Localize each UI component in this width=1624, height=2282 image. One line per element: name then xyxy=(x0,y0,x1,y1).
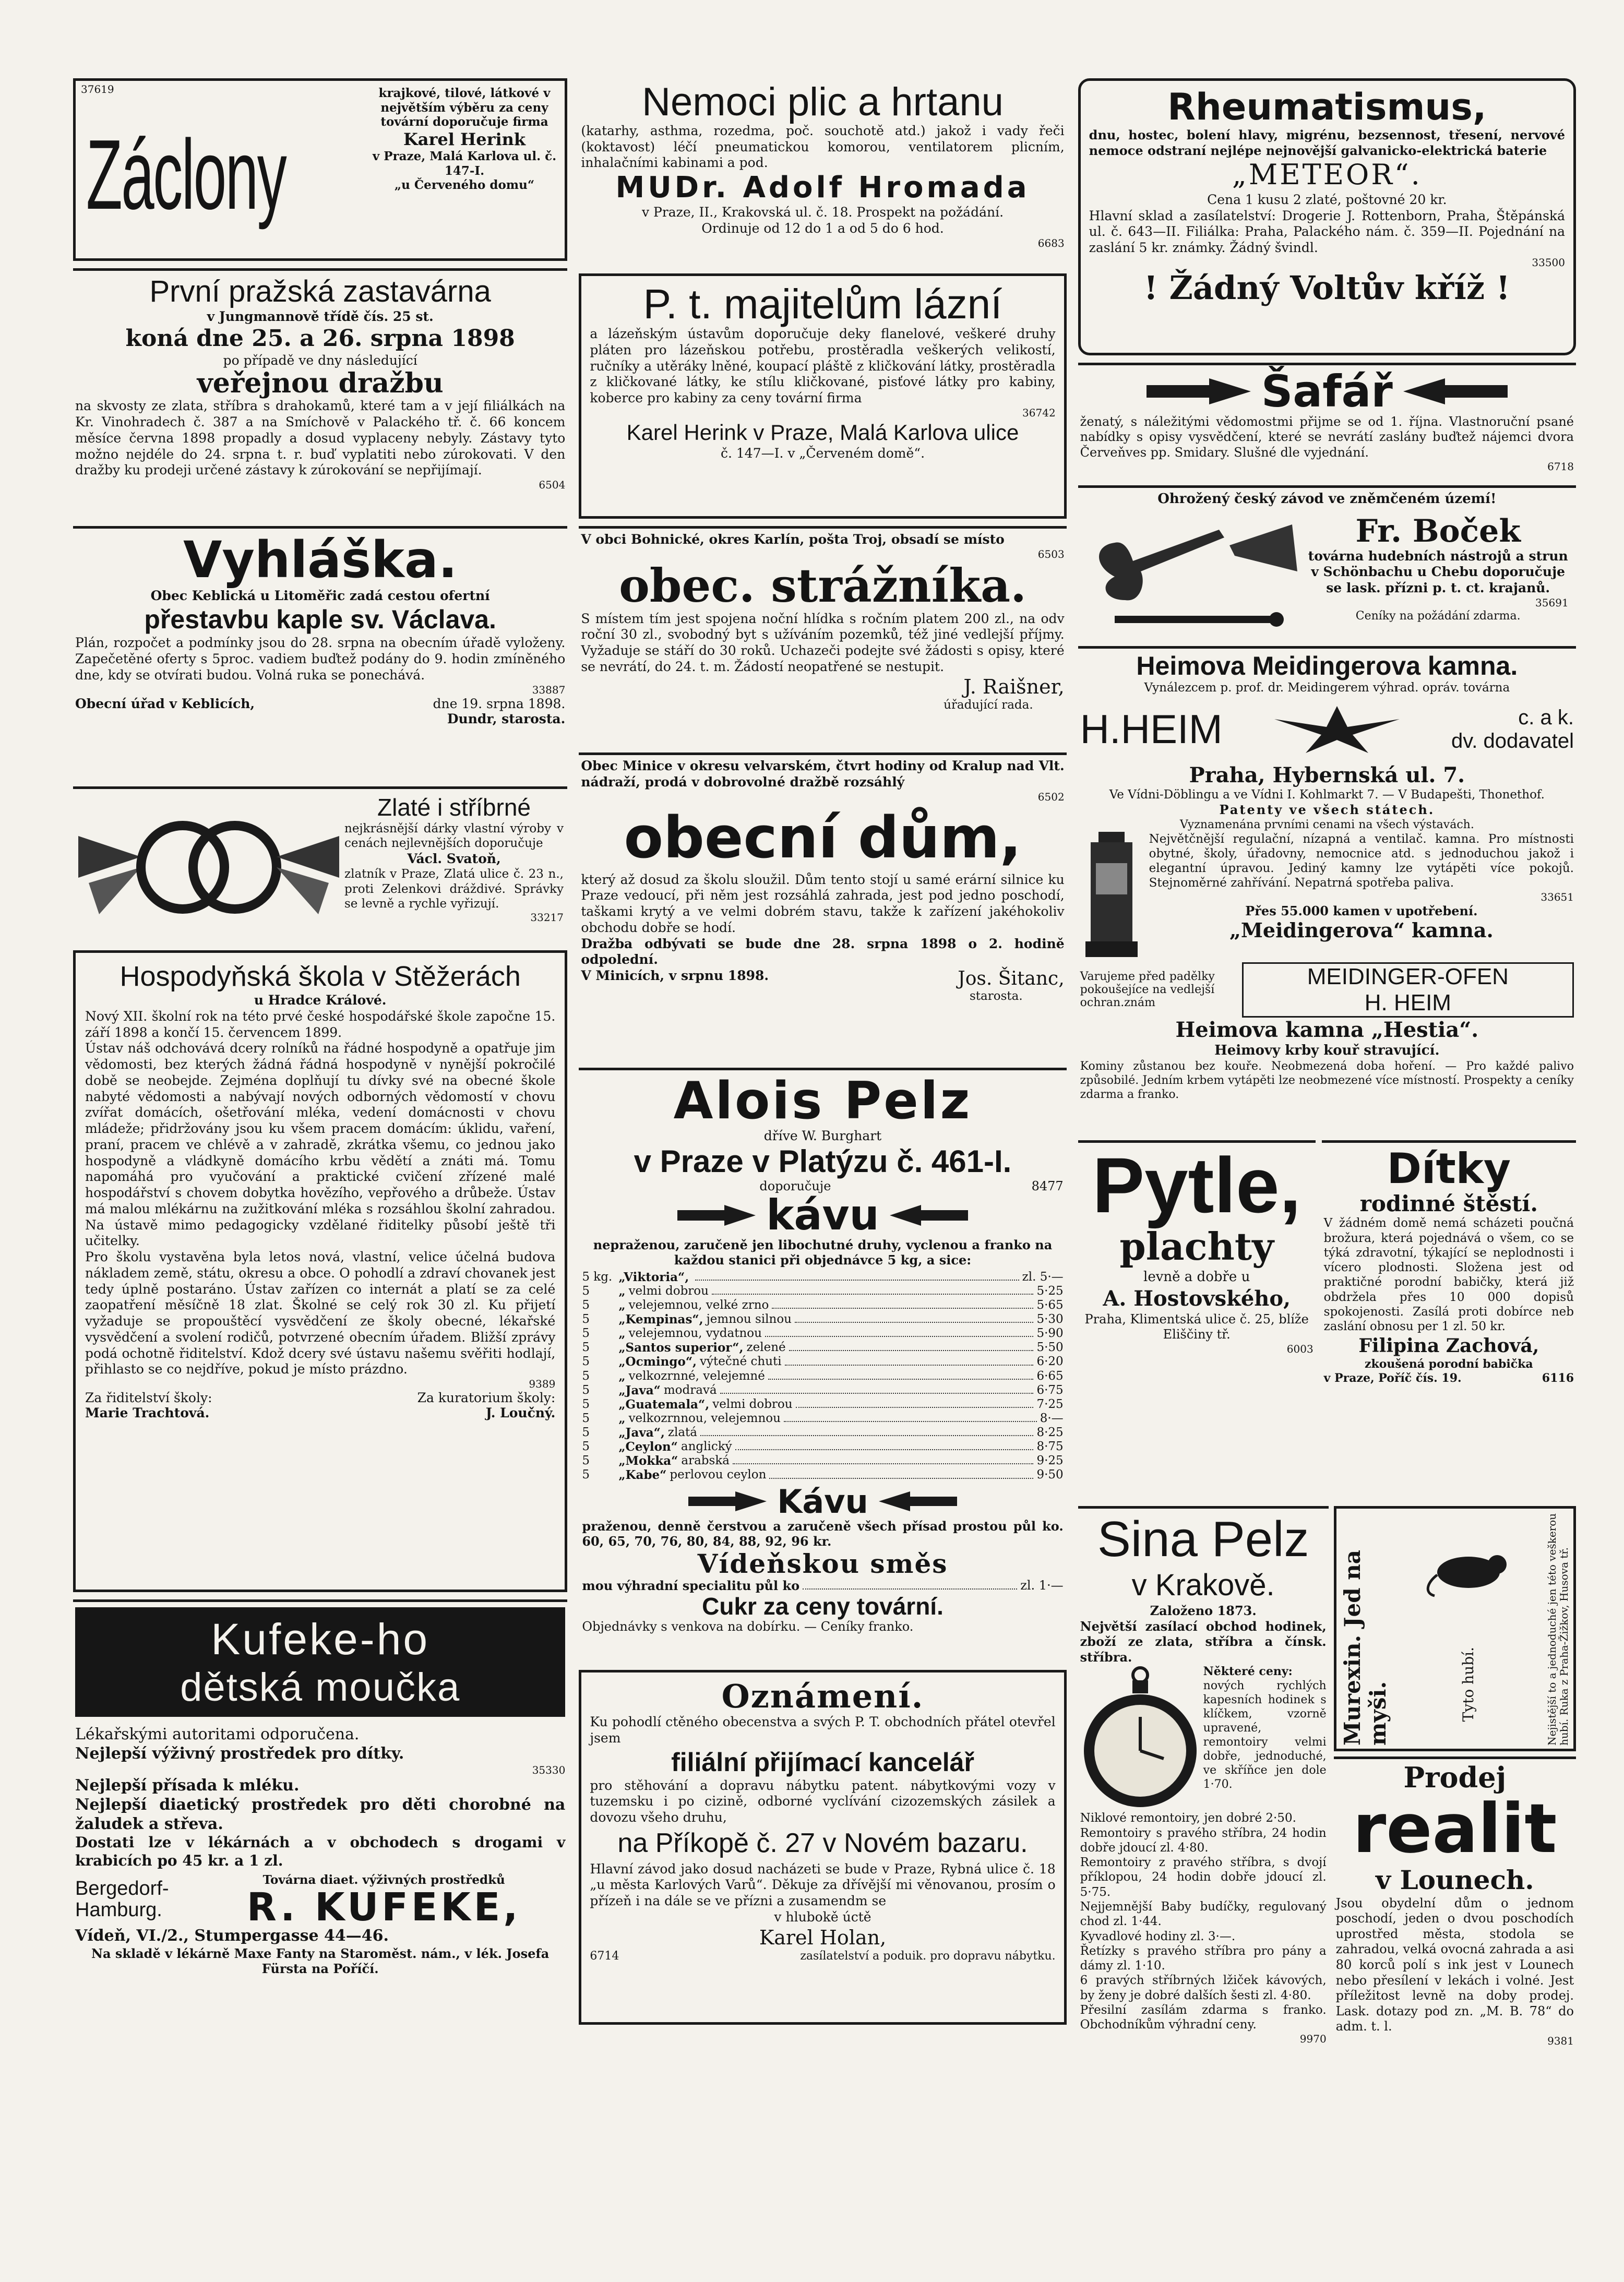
ad-title: Zlaté i stříbrné xyxy=(377,794,531,821)
ad-price: Cena 1 kusu 2 zlaté, poštovné 20 kr. xyxy=(1207,192,1447,207)
price-name: „ xyxy=(618,1327,626,1341)
ad-signer: Dundr, starosta. xyxy=(447,711,566,726)
price-desc: modravá xyxy=(663,1383,717,1397)
ad-box-line-1: MEIDINGER-OFEN xyxy=(1307,963,1509,989)
ad-item-4: Remontoiry z pravého stříbra, s dvojí příklopou, 24 hodin dobře jdoucí zl. 5·75. xyxy=(1080,1856,1327,1899)
ad-body: Jsou obydelní dům o jednom poschodí, jeden o dvou poschodích uprostřed města, stodola se zahradou, velká ovocná zahrada a asi 80 korců polí s ink jest v Lounech nebo přesílení v lekách i volné. Jest příležitost levně na doby prodej. Lask. dotazy pod zn. „M. B. 78“ do adm. t. l. xyxy=(1335,1895,1574,2034)
price-value: 5·65 xyxy=(1036,1298,1064,1312)
ad-body: a lázeňským ústavům doporučuje deky flanelové, veškeré druhy pláten pro lázeňskou potřebu, prostěradla veškerých velikostí, ručníky a utěráky lněné, koupací pláště z kličkování látky, prostěradla z kličkované látky, ke stílu kličkované, pisťové látky pro kabiny, koberce pro kabiny za ceny tovární firma xyxy=(590,326,1056,405)
price-value: 6·20 xyxy=(1036,1355,1064,1369)
pointing-hand-icon xyxy=(879,1490,957,1513)
ad-para-1: Největčnější regulační, nízapná a ventilač. kamna. Pro místnosti obytné, školy, úřadovny, nemocnice atd. s jednoduchou jakož i elegantní úpravou. Jediný kamny lze vytápěti více pokojů. Stejnoměrné zahřívání. Nepatrná spotřeba paliva. xyxy=(1149,832,1574,890)
ad-lead: Ohrožený český závod ve zněmčeném území! xyxy=(1157,491,1497,507)
price-desc: velejemnou, vydatnou xyxy=(628,1327,762,1341)
price-row xyxy=(582,1383,1063,1397)
ad-item-7: Řetízky s pravého stříbra pro pány a dámy zl. 1·10. xyxy=(1080,1944,1327,1973)
ad-zlate xyxy=(73,786,567,943)
ad-ref: 33651 xyxy=(1541,890,1574,903)
ad-box-line-2: H. HEIM xyxy=(1364,989,1451,1015)
price-row xyxy=(582,1284,1063,1298)
ad-ref: 35691 xyxy=(1535,596,1569,609)
price-row xyxy=(582,1412,1063,1426)
ad-lazne xyxy=(579,273,1066,519)
ad-subtitle: plachty xyxy=(1119,1224,1274,1269)
ad-date: dne 19. srpna 1898. xyxy=(433,696,566,711)
price-row xyxy=(582,1369,1063,1383)
ad-side-caption: Tyto hubí. xyxy=(1460,1646,1477,1722)
pointing-hand-icon xyxy=(688,1490,767,1513)
ad-ref: 6502 xyxy=(1037,790,1065,803)
price-value: 9·25 xyxy=(1036,1454,1064,1468)
ad-title: První pražská zastavárna xyxy=(149,274,491,308)
price-value: 5·90 xyxy=(1036,1327,1064,1341)
ad-title: Vyhláška. xyxy=(183,531,458,589)
ad-date: Dražba odbývati se bude dne 28. srpna 1898 o 2. hodině odpolední. xyxy=(581,936,1065,967)
price-value: zl. 5·— xyxy=(1022,1270,1064,1284)
ad-para-2: Ústav náš odchovává dcery rolníků na řádné hospodyně a opatřuje jim vědomosti, bez kterých žádná řádná hospodyně v nynější pokročilé době se neobejde. Zejména doplňují tu dívky své na obecné škole nabyté vědomosti a nabývají nových odborných vědomostí v chovu zvířat domácích, ošetřování mléka, vedení domácnosti v chovu mládeže; přidržovány jsou ku všem pracem domácím: úklidu, vaření, praní, pracem ve chlévě a v zahradě, zkrátka všemu, co jednou jako hospodyně a vládkyně domácího krbu vědětí a znáti má. Tomu napomáhá pro vyučování a praktické cvičení zřízené malé hospodářství s chovem dobytka hovězího, vepřového a drůbeže. Ústav má malou mlékárnu na zužitkování mléka s rozsáhlou školní zahradou. Na ústavě mimo pedagogicky vzdělané řiditelky působí ještě tři učitelky. xyxy=(85,1041,556,1249)
ad-stock: Na skladě v lékárně Maxe Fanty na Staroměst. nám., v lék. Josefa Fürsta na Poříčí. xyxy=(91,1945,550,1977)
price-name: „Viktoria“, xyxy=(618,1270,689,1284)
price-row xyxy=(582,1312,1063,1327)
ad-body: ženatý, s náležitými vědomostmi přijme se od 1. října. Vlastnoruční psané nabídky s opisy vysvědčení, které se nevrátí zaslány buďtež nájemci dvora Červeňves pp. Smidary. Slušné dle vyjednání. xyxy=(1080,414,1574,460)
ad-former: dříve W. Burghart xyxy=(763,1128,882,1143)
coffee-price-list xyxy=(582,1270,1063,1483)
ad-name: Karel Herink xyxy=(403,129,526,149)
ad-inventor: Vynálezcem p. prof. dr. Meidingerem výhrad. opráv. továrna xyxy=(1144,681,1510,695)
ad-title-2: realit xyxy=(1353,1789,1557,1869)
price-desc: zlatá xyxy=(667,1426,698,1440)
ad-item-6: Kyvadlové hodiny zl. 3·—. xyxy=(1080,1929,1236,1943)
price-name: „Kabe“ xyxy=(618,1468,667,1483)
ad-intro: Některé ceny: xyxy=(1203,1665,1293,1679)
ad-body: továrna hudebních nástrojů a strun v Schönbachu u Chebu doporučuje se lask. přízni p. t. ct. krajanů. xyxy=(1308,548,1568,596)
price-value: 6·65 xyxy=(1036,1369,1064,1383)
ad-body-2: zlatník v Praze, Zlatá ulice č. 23 n., proti Zelenkovi dráždivé. Správky se levně a rychle vyřizují. xyxy=(344,867,564,911)
price-desc: velkozrnné, velejemné xyxy=(628,1369,765,1383)
ad-ref: 33500 xyxy=(1532,256,1565,269)
ad-name: Václ. Svatoň, xyxy=(407,851,501,866)
ad-city: Bergedorf-Hamburg. xyxy=(75,1877,169,1921)
price-name: „Java“, xyxy=(618,1426,665,1440)
pocket-watch-icon xyxy=(1080,1665,1200,1811)
ad-ref: 6683 xyxy=(1037,236,1065,249)
price-desc: výtečné chuti xyxy=(700,1355,782,1369)
ad-title: Oznámení. xyxy=(721,1677,924,1715)
ad-murexin xyxy=(1334,1506,1576,1751)
ad-line-4: Nejlepší diaetický prostředek pro děti chorobné na žaludek a střeva. xyxy=(75,1795,566,1833)
price-quantity: 5 xyxy=(582,1468,590,1482)
ad-lead: V obci Bohnické, okres Karlín, pošta Troj, obsadí se místo xyxy=(581,532,1005,547)
price-desc: velkozrnnou, velejemnou xyxy=(628,1411,781,1425)
rat-illustration xyxy=(1424,1536,1513,1598)
ad-safar xyxy=(1078,363,1576,478)
price-row xyxy=(582,1440,1063,1454)
price-name: „Santos superior“, xyxy=(618,1341,744,1355)
ad-ref: 6714 xyxy=(590,1950,619,1963)
ad-body: (katarhy, asthma, rozedma, poč. souchotě atd.) jakož i vady řeči (koktavost) léčí pneumatickou komorou, ventilatorem plicním, inhalačními kabinami a pod. xyxy=(581,123,1065,171)
pointing-hand-icon xyxy=(890,1202,968,1228)
ad-title: Sina Pelz xyxy=(1097,1511,1309,1568)
ad-branches: Ve Vídni-Döblingu a ve Vídni I. Kohlmarkt 7. — V Budapešti, Thonethof. xyxy=(1109,787,1545,802)
ad-title: Šafář xyxy=(1261,365,1393,417)
price-quantity: 5 kg. xyxy=(582,1270,613,1284)
price-desc: jemnou silnou xyxy=(706,1312,792,1327)
ad-signer-right: J. Loučný. xyxy=(485,1405,556,1420)
price-value: 5·30 xyxy=(1036,1312,1064,1327)
ad-name: A. Hostovského, xyxy=(1103,1286,1291,1311)
ad-item-3: Remontoiry s pravého stříbra, 24 hodin dobře jdoucí zl. 4·80. xyxy=(1080,1826,1327,1855)
price-value: 8·— xyxy=(1040,1411,1064,1425)
ad-name: Filipina Zachová, xyxy=(1358,1334,1539,1357)
price-name: „Kempinas“, xyxy=(618,1312,703,1327)
ad-subtitle: rodinné štěstí. xyxy=(1359,1191,1538,1217)
ad-para-1: Nový XII. školní rok na této prvé české hospodářské škole započne 15. září 1898 a končí 15. červencem 1899. xyxy=(85,1008,556,1040)
price-row xyxy=(582,1355,1063,1369)
ad-date: koná dne 25. a 26. srpna 1898 xyxy=(125,325,515,352)
ad-warning: Varujeme před padělky pokoušejíce na vedlejší ochran.znám xyxy=(1080,970,1215,1010)
ad-subtitle: v Jungmannově třídě čís. 25 st. xyxy=(207,309,434,324)
ad-lead: Obec Minice v okresu velvarském, čtvrt hodiny od Kralup nad Vlt. nádraží, prodá v dobrovolné dražbě rozsáhlý xyxy=(581,758,1065,790)
ad-address: v Praze v Platýzu č. 461-I. xyxy=(634,1143,1012,1179)
price-row xyxy=(582,1298,1063,1312)
ad-text: levně a dobře u xyxy=(1143,1269,1250,1285)
ad-item-5: Nejjemnější Baby budíčky, regulovaný chod zl. 1·44. xyxy=(1080,1899,1327,1929)
ad-lead: Obec Keblická u Litoměřic zadá cestou ofertní xyxy=(150,588,490,603)
price-name: „Java“ xyxy=(618,1383,661,1397)
ad-title-2: dětská moučka xyxy=(180,1665,461,1710)
ad-body: S místem tím jest spojena noční hlídka s ročním platem 200 zl., na odv roční 30 zl., svobodný byt s užíváním pozemků, též jiné vedlejší příjmy. Vyžaduje se stáří do 30 roků. Uchazeči podejte své žádosti s opisy, které se nevrátí, do 24. t. m. Žádostí neopatřené se nestupit. xyxy=(581,611,1065,674)
ad-role: zasílatelství a poduik. pro dopravu nábytku. xyxy=(800,1950,1056,1963)
price-quantity: 5 xyxy=(582,1440,590,1454)
ad-title: Dítky xyxy=(1387,1144,1511,1193)
ad-line-4: Objednávky s venkova na dobírku. — Ceníky franko. xyxy=(582,1619,914,1634)
ad-stock: Hlavní sklad a zasílatelství: Drogerie J. Rottenborn, Praha, Štěpánská ul. č. 643—II. Filiálka: Praha, Palackého nám. č. 359—II. Pojednání na zaslání 5 kr. známky. Žádný švindl. xyxy=(1089,208,1565,256)
ad-para-2: pro stěhování a dopravu nábytku patent. nábytkovými vozy v tuzemsku i po cizině, odborné vyclívání cizozemských zásilek a dovozu všeho druhu, xyxy=(590,1777,1056,1825)
ad-zastavarna xyxy=(73,268,567,519)
price-name: „ xyxy=(618,1369,626,1383)
ad-address: Vídeň, VI./2., Stumpergasse 44—46. xyxy=(75,1926,389,1945)
price-quantity: 5 xyxy=(582,1298,590,1312)
ad-brand: „Meidingerova“ kamna. xyxy=(1229,918,1494,942)
ad-line-3: mou výhradní specialitu půl ko xyxy=(582,1578,800,1593)
ad-role: starosta. xyxy=(970,989,1023,1003)
ad-body: který až dosud za školu sloužil. Dům tento stojí u samé erární silnice ku Praze vedoucí, při něm jest rozsáhlá zahrada, jest pod jedno poschodí, taškami krytý a ve velmi dobrém stavu, takže k zařízení jakéhokoliv obchodu dobře se hodí. xyxy=(581,871,1065,935)
ad-ref: 6003 xyxy=(1286,1342,1313,1355)
ad-title: Nemoci plic a hrtanu xyxy=(642,80,1004,124)
ad-item-2: Niklové remontoiry, jen dobré 2·50. xyxy=(1080,1811,1296,1825)
price-value: 7·25 xyxy=(1036,1397,1064,1411)
stove-illustration xyxy=(1080,832,1143,962)
column-1 xyxy=(73,78,567,2223)
price-row xyxy=(582,1341,1063,1355)
ad-title: obecní dům, xyxy=(624,804,1022,871)
ad-ref: 35330 xyxy=(532,1763,566,1776)
price-row xyxy=(582,1468,1063,1482)
ad-signer: Jos. Šitanc, xyxy=(958,968,1065,989)
ad-side-title: Murexin. Jed na myši. xyxy=(1339,1550,1391,1746)
ad-heim xyxy=(1078,646,1576,1133)
ad-realit xyxy=(1334,1757,1576,2223)
ad-title: Hospodyňská škola v Stěžerách xyxy=(120,961,521,992)
ad-vyhlaska xyxy=(73,526,567,779)
price-quantity: 5 xyxy=(582,1369,590,1383)
ad-item-1: nových rychlých kapesních hodinek s klíčkem, vzorně upravené, remontoiry velmi dobře, jednoduché, ve skříňce jen dole 1·70. xyxy=(1203,1679,1327,1791)
ad-title: P. t. majitelům lázní xyxy=(643,281,1002,327)
ad-ref: 9389 xyxy=(529,1378,556,1390)
price-row xyxy=(582,1454,1063,1468)
ad-body: V žádném domě nemá scházeti poučná brožura, která pojednává o všem, co se týká zdravotní, týkající se neplodnosti i vícero plodnosti. Složena jest od praktičné porodní babičky, která již obdržela přes 10 000 dopisů spokojenosti. Zasílá proti dobírce neb zaslání obnosu per 1 zl. 50 kr. xyxy=(1323,1216,1574,1334)
ad-body-2: praženou, denně čerstvou a zaručeně všech přísad prostou půl ko. 60, 65, 70, 76, 80, 84, 88, 92, 96 kr. xyxy=(582,1518,1064,1549)
ad-address: Praha, Klimentská ulice č. 25, blíže Eliščiny tř. xyxy=(1084,1311,1309,1342)
price-quantity: 5 xyxy=(582,1284,590,1298)
ad-body: dnu, hostec, bolení hlavy, migrénu, bezsennost, třesení, nervové nemoce odstraní nejlépe nejnovější galvanicko-elektrická baterie xyxy=(1089,127,1565,158)
ad-item-9: Přesilní zasílám zdarma s franko. Obchodníkům výhradní ceny. xyxy=(1080,2003,1327,2032)
ad-title: Rheumatismus, xyxy=(1167,86,1487,128)
price-desc: velmi dobrou xyxy=(628,1284,709,1298)
ad-address: Praha, Hybernská ul. 7. xyxy=(1189,762,1465,787)
ad-line-1: Lékařskými autoritami odporučena. xyxy=(75,1725,360,1743)
ad-line-5: Dostati lze v lékárnách a v obchodech s drogami v krabicích po 45 kr. a 1 zl. xyxy=(75,1834,566,1869)
violin-trumpet-illustration xyxy=(1083,514,1303,634)
price-row xyxy=(582,1327,1063,1341)
ad-title: Heimova Meidingerova kamna. xyxy=(1136,651,1518,681)
ad-ref: 33887 xyxy=(532,683,566,696)
price-row xyxy=(582,1270,1063,1284)
ad-ref: 6504 xyxy=(539,479,566,492)
ad-body: na skvosty ze zlata, stříbra s drahokamů, které tam a v její filiálkách na Kr. Vinohradech č. 387 a na Smíchově v Palackého tř. č. 66 koncem měsíce června 1898 propadly a dosud vyplaceny nebyly. Zástavy tyto možno nejdéle do 24. srpna t. r. buď vyplatiti nebo zúrokovati. V den dražby ku prodeji určené zástavy k zúrokování se nepřijímají. xyxy=(75,398,566,478)
ad-ref: 6718 xyxy=(1547,460,1574,473)
column-2 xyxy=(579,78,1066,2223)
ad-side-text: Nejistější to a jednoduché jen této veškerou hubí. Ruka z Praha-Žižkov, Husova tř. xyxy=(1546,1513,1570,1746)
ad-supplier: dv. dodavatel xyxy=(1451,729,1574,752)
ad-hours: Ordinuje od 12 do 1 a od 5 do 6 hod. xyxy=(701,221,944,236)
ad-item-8: 6 pravých stříbrných lžiček kávových, by ženy je dobré dalších šesti zl. 4·80. xyxy=(1080,1974,1327,2002)
ad-title: Pytle, xyxy=(1092,1141,1301,1229)
ad-heading: přestavbu kaple sv. Václava. xyxy=(144,605,496,635)
ad-address: na Příkopě č. 27 v Novém bazaru. xyxy=(617,1827,1028,1858)
ad-heading-2: Kávu xyxy=(777,1482,868,1521)
ad-city: v Lounech. xyxy=(1375,1864,1534,1895)
ad-title: obec. strážníka. xyxy=(619,558,1026,613)
price-name: „ xyxy=(618,1298,626,1312)
ad-straznik xyxy=(579,526,1066,745)
ad-hospodynska xyxy=(73,950,567,1592)
ad-para-3: Hlavní závod jako dosud nacházeti se bude v Praze, Rybná ulice č. 18 „u města Karlových Varů“. Děkuje za dřívější mi věnovanou, prosím o přízeň i na dále se ve přízni a zusamendm se xyxy=(590,1861,1056,1909)
newspaper-page xyxy=(73,78,1576,2223)
price-desc: zelené xyxy=(746,1341,786,1355)
ad-logo: H.HEIM xyxy=(1080,706,1223,752)
ad-slogan: ! Žádný Voltův kříž ! xyxy=(1143,268,1510,307)
ad-obecni-dum xyxy=(579,752,1066,1060)
price-quantity: 5 xyxy=(582,1355,590,1369)
price-name: „ xyxy=(618,1284,626,1298)
price-desc: arabská xyxy=(681,1454,730,1468)
ad-brand: R. KUFEKE, xyxy=(246,1884,521,1930)
ad-price-3: zl. 1·— xyxy=(1020,1578,1064,1593)
price-name: „Guatemala“, xyxy=(618,1397,710,1412)
ad-heading-4: Cukr za ceny tovární. xyxy=(702,1592,944,1620)
ad-city: v Krakově. xyxy=(1131,1568,1275,1602)
ad-pelz xyxy=(579,1068,1066,1663)
ad-name: MUDr. Adolf Hromada xyxy=(615,171,1030,205)
rings-illustration xyxy=(78,805,339,925)
ad-address: č. 147—I. v „Červeném domě“. xyxy=(720,446,925,461)
ad-address: v Praze, Malá Karlova ul. č. 147-I. xyxy=(372,149,557,178)
price-row xyxy=(582,1426,1063,1440)
ad-address: v Praze, Poříč čís. 19. xyxy=(1323,1371,1462,1385)
ad-name: Karel Herink v Praze, Malá Karlova ulice xyxy=(626,420,1019,445)
ad-role: úřadující rada. xyxy=(944,698,1033,712)
ad-lead: nepraženou, zaručeně jen libochutné druhy, vyclenou a franko na každou stanici při objednávce 5 kg, a sice: xyxy=(593,1237,1053,1268)
price-name: „Ceylon“ xyxy=(618,1440,678,1454)
ad-medals: Vyznamenána prvními cenami na všech výstavách. xyxy=(1179,818,1474,831)
ad-title: Kufeke-ho xyxy=(211,1615,430,1664)
ad-note: po případě ve dny následující xyxy=(223,352,417,368)
ad-ref: 6116 xyxy=(1542,1371,1574,1385)
ad-sign-left: Za řiditelství školy: xyxy=(85,1390,212,1405)
ad-ref: 37619 xyxy=(81,83,114,95)
price-quantity: 5 xyxy=(582,1383,590,1397)
ad-title: Prodej xyxy=(1403,1761,1507,1795)
ad-recommends: doporučuje xyxy=(759,1178,831,1193)
price-desc: anglický xyxy=(680,1440,732,1454)
ad-brand: „METEOR“. xyxy=(1232,158,1422,192)
ad-para-2: Přes 55.000 kamen v upotřebení. xyxy=(1245,903,1478,918)
ad-title-2: Heimova kamna „Hestia“. xyxy=(1175,1017,1479,1042)
price-value: 5·25 xyxy=(1036,1284,1064,1298)
ad-heading: kávu xyxy=(766,1190,879,1239)
ad-name: Karel Holan, xyxy=(759,1926,887,1949)
price-quantity: 5 xyxy=(582,1397,590,1411)
ad-line-3: Nejlepší přísada k mléku. xyxy=(75,1776,300,1795)
price-quantity: 5 xyxy=(582,1327,590,1341)
column-3 xyxy=(1078,78,1576,2223)
ad-hromada xyxy=(579,78,1066,266)
ad-para-1: Ku pohodlí ctěného obecenstva a svých P. T. obchodních přátel otevřel jsem xyxy=(590,1714,1056,1746)
ad-signer-left: Marie Trachtová. xyxy=(85,1405,210,1420)
price-value: 5·50 xyxy=(1036,1341,1064,1355)
price-quantity: 5 xyxy=(582,1454,590,1468)
price-desc: perlovou ceylon xyxy=(670,1468,767,1482)
ad-body: Plán, rozpočet a podmínky jsou do 28. srpna na obecním úřadě vyloženy. Zapečetěné oferty s 5proc. vadiem buďtež podány do 9. hodin zmíněného dne, kdy se otvírati budou. Volná ruka se ponechává. xyxy=(75,635,566,683)
ad-body: nejkrásnější dárky vlastní výroby v cenách nejlevnějších doporučuje xyxy=(344,822,564,851)
ad-office: Obecní úřad v Keblicích, xyxy=(75,696,255,711)
ad-sign: „u Červeného domu“ xyxy=(394,178,535,193)
ad-subtitle: u Hradce Králové. xyxy=(254,993,387,1008)
ad-holan xyxy=(579,1670,1066,2025)
pointing-hand-icon xyxy=(677,1202,756,1228)
price-quantity: 5 xyxy=(582,1411,590,1425)
ad-ref: 6503 xyxy=(1037,547,1065,560)
ad-line-2: Nejlepší výživný prostředek pro dítky. xyxy=(75,1744,404,1763)
ad-para-3: Pro školu vystavěna byla letos nová, vlastní, velice účelná budova nákladem země, státu, okresu a obce. O pohodlí a zdraví chovanek jest tedy úplně postaráno. Ústav zařízen co internát a platí se za celé zaopatření měsíčně 18 zlat. Školné se celý rok 30 zl. Ku přijetí vyžaduje se propouštěcí vysvědčení ze školy obecné, lékařské vysvědčení a svolení rodičů, potvrzené obecním úřadem. Bližší zprávy podá ochotně řiditelství. Kdož dcery své ústavu našemu svěřiti hodlají, přihlasto se co nejdříve, pokud je místo prázdno. xyxy=(85,1249,556,1377)
ad-ref: 33217 xyxy=(530,911,564,924)
ad-para-3: Kominy zůstanou bez kouře. Neobmezená doba hoření. — Pro každé palivo způsobilé. Jedním krbem vytápěti lze neobmezené více místností. Prospekty a ceníky zdarma a franko. xyxy=(1080,1059,1574,1101)
price-quantity: 5 xyxy=(582,1312,590,1327)
ad-zachova xyxy=(1322,1140,1576,1499)
price-name: „Mokka“ xyxy=(618,1454,678,1468)
pointing-hand-icon xyxy=(1147,376,1251,407)
ad-address: v Praze, II., Krakovská ul. č. 18. Prospekt na požádání. xyxy=(641,205,1004,220)
ad-note: Ceníky na požádání zdarma. xyxy=(1355,609,1521,623)
ad-founded: Založeno 1873. xyxy=(1150,1603,1257,1619)
ad-text: krajkové, tilové, látkové v největším výběru za ceny tovární doporučuje firma xyxy=(378,86,551,129)
ad-para-4: v hlubokě úctě xyxy=(774,1909,871,1925)
ad-zaclony xyxy=(73,78,567,261)
ad-ref: 8477 xyxy=(1031,1178,1064,1193)
price-desc: velejemnou, velké zrno xyxy=(628,1298,769,1312)
ad-title: Alois Pelz xyxy=(673,1071,972,1131)
ad-heading: Největší zasílací obchod hodinek, zboží ze zlata, stříbra a čínsk. stříbra. xyxy=(1080,1618,1327,1665)
ad-heading: filiální přijímací kancelář xyxy=(671,1747,974,1777)
ad-rheumatismus xyxy=(1078,78,1576,355)
ad-heading-3: Vídeňskou směs xyxy=(697,1548,948,1579)
ad-sina-pelz xyxy=(1078,1506,1329,2223)
ad-sign-right: Za kuratorium školy: xyxy=(417,1390,556,1405)
price-desc: velmi dobrou xyxy=(712,1397,793,1411)
price-value: 8·25 xyxy=(1036,1426,1064,1440)
ad-kufeke xyxy=(73,1599,567,2017)
ad-factory: Továrna diaet. výživných prostředků xyxy=(262,1873,505,1887)
ads-row-pytle-ditky xyxy=(1078,1140,1576,1499)
ad-title: Záclony xyxy=(86,120,286,230)
eagle-emblem-icon xyxy=(1274,701,1400,758)
ad-bocek xyxy=(1078,485,1576,639)
ad-signer: J. Raišner, xyxy=(963,675,1065,698)
price-value: 9·50 xyxy=(1036,1468,1064,1482)
ad-ck: c. a k. xyxy=(1518,706,1574,729)
ad-subtitle-2: Heimovy krby kouř stravující. xyxy=(1214,1042,1440,1058)
ad-name: Fr. Boček xyxy=(1355,512,1521,549)
ad-ref: 9381 xyxy=(1547,2034,1574,2047)
ad-heading: veřejnou dražbu xyxy=(197,367,444,400)
ad-hostovsky xyxy=(1078,1140,1316,1499)
price-value: 8·75 xyxy=(1036,1440,1064,1454)
price-quantity: 5 xyxy=(582,1426,590,1440)
price-name: „Ocmingo“, xyxy=(618,1355,697,1369)
ad-patent: Patenty ve všech státech. xyxy=(1219,802,1435,817)
ads-row-sina-realit xyxy=(1078,1506,1576,2223)
pointing-hand-icon xyxy=(1403,376,1508,407)
price-quantity: 5 xyxy=(582,1341,590,1355)
price-value: 6·75 xyxy=(1036,1383,1064,1397)
ad-role: zkoušená porodní babička xyxy=(1364,1357,1533,1371)
price-name: „ xyxy=(618,1411,626,1426)
ad-ref: 36742 xyxy=(1022,406,1056,419)
price-row xyxy=(582,1397,1063,1412)
ad-place: V Minicích, v srpnu 1898. xyxy=(581,968,769,983)
ad-ref: 9970 xyxy=(1299,2032,1327,2045)
